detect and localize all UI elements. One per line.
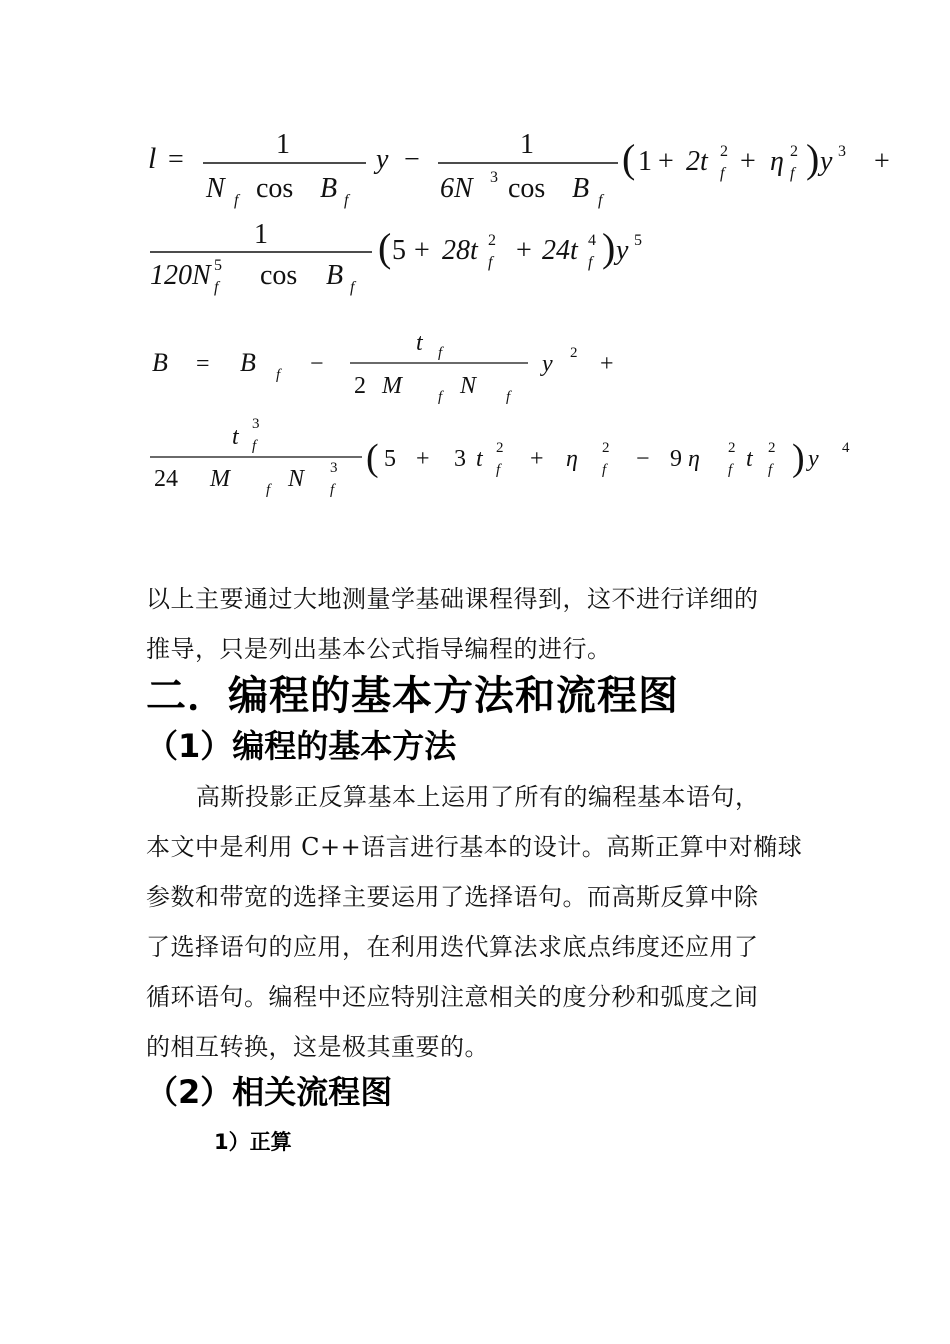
term-eta-sup: 2 (790, 143, 798, 160)
formula-B-line1-svg (148, 325, 648, 410)
l2-term3-sup: 4 (588, 232, 596, 249)
B2-eta2: η (688, 446, 700, 472)
B2-t-sup: 2 (496, 440, 504, 456)
subsubsection-heading-forward: 1）正算 (214, 1130, 292, 1154)
B2-t-sub: f (496, 462, 501, 478)
B-num-t: t (416, 330, 423, 356)
sym-minus: − (404, 144, 420, 175)
B-Bf: B (240, 348, 256, 377)
B2-den-N: N (288, 466, 305, 492)
B2-eta-sup: 2 (602, 440, 610, 456)
term-2t-sup: 2 (720, 143, 728, 160)
l2-num: 1 (254, 219, 268, 250)
B-den-N-sub: f (506, 389, 511, 405)
B-lhs: B (152, 348, 168, 377)
l2-plus1: + (414, 235, 430, 266)
B-Bf-sub: f (276, 367, 281, 383)
B2-minus: − (636, 446, 650, 472)
B2-nine: 9 (670, 446, 682, 472)
l2-paren-close: ) (602, 225, 616, 270)
paragraph-methods-line2: 本文中是利用 C++语言进行基本的设计。高斯正算中对椭球 (146, 833, 803, 861)
frac2-num: 1 (520, 129, 534, 160)
l2-term2-sup: 2 (488, 232, 496, 249)
B-plus: + (600, 351, 614, 377)
trailing-plus: + (874, 146, 890, 177)
subsection-heading-flowcharts: （2）相关流程图 (146, 1073, 393, 1111)
B-eq: = (196, 351, 210, 377)
B2-t: t (476, 446, 483, 472)
B2-three: 3 (454, 446, 466, 472)
B2-eta2-sup: 2 (728, 440, 736, 456)
B-num-sub: f (438, 345, 443, 361)
B2-den-N-sub: f (330, 482, 335, 498)
sym-plus1: + (658, 146, 674, 177)
paragraph-intro-line2: 推导，只是列出基本公式指导编程的进行。 (146, 635, 612, 663)
B2-t2-sup: 2 (768, 440, 776, 456)
B-den-2: 2 (354, 373, 366, 399)
B2-paren-close: ) (792, 437, 805, 479)
l2-den-B: B (326, 260, 344, 291)
paragraph-methods-line1: 高斯投影正反算基本上运用了所有的编程基本语句， (196, 783, 760, 811)
B2-y: y (808, 446, 819, 472)
sym-plus2: + (740, 146, 756, 177)
l2-y: y (616, 235, 629, 266)
paren-open: ( (622, 136, 636, 181)
section-heading: 二．编程的基本方法和流程图 (146, 673, 679, 719)
formula-B-line1 (148, 325, 648, 410)
B2-y-sup: 4 (842, 440, 850, 456)
paragraph-methods (146, 772, 826, 1072)
l2-den: 120N (150, 260, 211, 291)
sym-y: y (376, 144, 389, 175)
formula-B-line2 (148, 412, 868, 507)
B2-den-M-sub: f (266, 482, 271, 498)
formula-l-line1-svg (148, 120, 908, 215)
B2-paren-open: ( (366, 437, 379, 479)
paragraph-intro-line1: 以上主要通过大地测量学基础课程得到，这不进行详细的 (146, 585, 759, 613)
frac1-den-Bsub: f (344, 192, 349, 209)
paragraph-methods-line4: 了选择语句的应用，在利用迭代算法求底点纬度还应用了 (146, 933, 759, 961)
B2-plus2: + (530, 446, 544, 472)
paragraph-intro (146, 574, 826, 674)
l2-den-cos: cos (260, 260, 298, 291)
B2-five: 5 (384, 446, 396, 472)
subsection-heading-methods: （1）编程的基本方法 (146, 727, 457, 765)
frac1-den-cos: cos (256, 173, 294, 204)
formula-l-line1 (148, 120, 908, 215)
sym-l: l (148, 142, 157, 175)
frac1-num: 1 (276, 129, 290, 160)
l2-term2-sub: f (488, 254, 493, 271)
frac1-den-sub: f (234, 192, 239, 209)
B2-eta2-sub: f (728, 462, 733, 478)
B-den-M: M (382, 373, 402, 399)
B-y-sup: 2 (570, 345, 578, 361)
formula-B-line2-svg (148, 412, 868, 507)
frac2-den-cos: cos (508, 173, 546, 204)
term-one: 1 (638, 146, 652, 177)
B-den-N: N (460, 373, 477, 399)
B2-eta: η (566, 446, 578, 472)
l2-term3: 24t (542, 235, 578, 266)
frac2-den-Bsub: f (598, 192, 603, 209)
term-y3: y (820, 146, 833, 177)
l2-den-sup: 5 (214, 257, 222, 274)
B-minus: − (310, 351, 324, 377)
l2-den-Bsub: f (350, 279, 355, 296)
l2-den-sub: f (214, 279, 219, 296)
paren-close: ) (806, 136, 820, 181)
B2-num-sub: f (252, 438, 257, 454)
B-den-M-sub: f (438, 389, 443, 405)
l2-five: 5 (392, 235, 406, 266)
frac1-den-B: B (320, 173, 338, 204)
B2-num-t: t (232, 424, 239, 450)
B2-t2: t (746, 446, 753, 472)
B-y: y (542, 351, 553, 377)
l2-term3-sub: f (588, 254, 593, 271)
term-2t: 2t (686, 146, 708, 177)
frac1-den-N: N (206, 173, 225, 204)
l2-term2: 28t (442, 235, 478, 266)
B2-eta-sub: f (602, 462, 607, 478)
term-eta-sub: f (790, 165, 795, 182)
term-eta: η (770, 146, 784, 177)
paragraph-methods-line5: 循环语句。编程中还应特别注意相关的度分秒和弧度之间 (146, 983, 759, 1011)
l2-y-sup: 5 (634, 232, 642, 249)
frac2-den-sup: 3 (490, 169, 498, 186)
frac2-den-6N: 6N (440, 173, 473, 204)
B2-num-sup: 3 (252, 416, 260, 432)
B2-t2-sub: f (768, 462, 773, 478)
frac2-den-B: B (572, 173, 590, 204)
term-y3-sup: 3 (838, 143, 846, 160)
B2-den-24: 24 (154, 466, 178, 492)
formula-l-line2-svg (148, 212, 708, 307)
formula-l-line2 (148, 212, 708, 307)
B2-den-N-sup: 3 (330, 460, 338, 476)
l2-paren-open: ( (378, 225, 392, 270)
B2-den-M: M (210, 466, 230, 492)
paragraph-methods-line3: 参数和带宽的选择主要运用了选择语句。而高斯反算中除 (146, 883, 759, 911)
l2-plus2: + (516, 235, 532, 266)
term-2t-sub: f (720, 165, 725, 182)
sym-eq: = (168, 144, 184, 175)
B2-plus1: + (416, 446, 430, 472)
paragraph-methods-line6: 的相互转换，这是极其重要的。 (146, 1033, 489, 1061)
